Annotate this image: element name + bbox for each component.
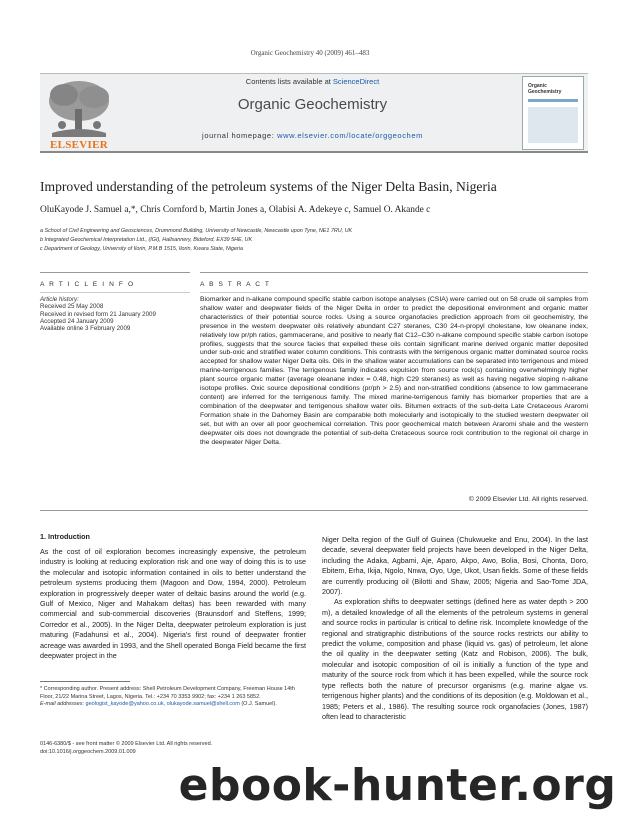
contents-prefix: Contents lists available at: [245, 77, 333, 86]
author-list: OluKayode J. Samuel a,*, Chris Cornford b, Martin Jones a, Olabisi A. Adekeye c, Samuel O. Akande c: [40, 205, 431, 215]
abstract-copyright: © 2009 Elsevier Ltd. All rights reserved.: [468, 496, 588, 503]
intro-paragraph-1: As the cost of oil exploration becomes increasingly expensive, the petroleum industry is looking at reducing exploration risk and one way of doing this is to use the molecular and isotopic information contained in oils to better understand the petroleum systems producing them (Magoon and Dow, 1994, 2000). Petroleum exploration in progressively deeper water of deltaic basins around the world (e.g. Gulf of Mexico, Niger and Mahakam deltas) has been rewarded with many commercial and sub-commercial discoveries (Braunsdorf and Steffens, 1999; Corredor et al., 2005). In the Niger Delta, deepwater petroleum exploration is just maturing (Fadahunsi et al., 2004). Nigeria's first round of deepwater frontier acreage was awarded in 1993, and the Shell operated Bonga Field became the first deepwater project in the: [40, 547, 306, 661]
abstract-heading: A B S T R A C T: [200, 281, 271, 288]
homepage-link[interactable]: www.elsevier.com/locate/orggeochem: [277, 131, 423, 140]
cover-title: [528, 83, 561, 95]
cover-title-line2: Geochemistry: [528, 89, 562, 95]
history-received: Received 25 May 2008: [40, 303, 104, 311]
elsevier-tree-logo: [42, 75, 116, 147]
email-label: E-mail addresses:: [40, 701, 86, 708]
journal-title: Organic Geochemistry: [237, 96, 388, 113]
watermark-text: ebook-hunter.org: [178, 760, 617, 811]
history-revised: Received in revised form 21 January 2009: [40, 310, 156, 318]
issn-doi-block: [40, 741, 306, 756]
introduction-heading: 1. Introduction: [40, 532, 90, 541]
email-line: [40, 701, 306, 709]
cover-image-block: [528, 107, 578, 143]
introduction-right-column: [322, 535, 588, 722]
email-links[interactable]: geologist_kayode@yahoo.co.uk, olukayode.samuel@shell.com: [85, 701, 240, 708]
contents-line: [120, 77, 505, 86]
intro-paragraph-1-cont: Niger Delta region of the Gulf of Guinea (Chukwueke and Enu, 2004). In the last decade, several deepwater field projects have been developed in the Niger Delta, including the Adaka, Agbami, Aje, Aparo, Akpo, Awo, Bolia, Bosi, Chonta, Doro, Ebitem, Erha, Ikija, Ngolo, Nnwa, Oyo, Uge, Ukot, Usan fields. Some of these fields are currently producing oil (Bilotti and Shaw, 2005; Nigeria and Sao-Tome JDA, 2007).: [322, 535, 588, 597]
doi-line[interactable]: doi:10.1016/j.orggeochem.2009.01.009: [40, 748, 136, 755]
divider: [200, 272, 588, 273]
journal-reference: Organic Geochemistry 40 (2009) 461–483: [250, 49, 370, 57]
cover-stripe: [528, 99, 578, 102]
history-online: Available online 3 February 2009: [40, 325, 131, 333]
footnote-divider: [40, 681, 130, 682]
article-title: Improved understanding of the petroleum systems of the Niger Delta Basin, Nigeria: [40, 179, 497, 194]
cover-title-line1: Organic: [528, 83, 547, 89]
sciencedirect-link[interactable]: ScienceDirect: [332, 77, 380, 86]
affiliation-c: c Department of Geology, University of Ilorin, P.M.B 1515, Ilorin, Kwara State, Nigeria: [40, 246, 243, 252]
email-suffix: (O.J. Samuel).: [239, 701, 277, 708]
journal-cover-thumbnail: [522, 76, 584, 150]
homepage-prefix: journal homepage:: [202, 131, 278, 140]
affiliation-b: b Integrated Geochemical Interpretation Ltd., (IGI), Hallsannery, Bideford, EX39 5HE, UK: [40, 237, 253, 243]
history-label: Article history:: [40, 296, 79, 303]
corresponding-author-footnote: [40, 686, 306, 709]
article-info-heading: A R T I C L E I N F O: [40, 281, 135, 288]
divider: [40, 510, 588, 511]
introduction-left-column: [40, 547, 306, 661]
divider: [40, 272, 190, 273]
publisher-name: ELSEVIER: [49, 139, 109, 151]
journal-homepage: [120, 131, 505, 140]
intro-paragraph-2: As exploration shifts to deepwater settings (defined here as water depth > 200 m), a detailed knowledge of all the elements of the petroleum systems in general and source rocks in particular is critical to define risk. Incomplete knowledge of the regional and stratigraphic distributions of the source rocks restricts our ability to predict the volume, composition and phase (liquid vs. gas) of petroleum, let alone the oil quality in the deepwater setting (Katz and Robison, 2006). The bulk, molecular and isotopic composition of oil is initially a function of the type and maturity of the source rock from which it has been expelled, while the source rock type reflects both the nature of precursor organisms (e.g. marine algae vs. terrigenous higher plants) and the conditions of its deposition (e.g. Moldowan et al., 1985; Peters et al., 1986). The resulting source rock organofacies (Jones, 1987) often lead to characteristic: [322, 597, 588, 721]
article-history: [40, 296, 190, 332]
abstract-text: Biomarker and n-alkane compound specific stable carbon isotope analyses (CSIA) were carried out on 58 crude oil samples from shallow water and deepwater fields of the Niger Delta in order to predict the depositional environment and organic matter characteristics of their potential source rocks. Using a source organofacies prediction approach from oil geochemistry, the presence in the western deepwater oils relatively abundant C27 steranes, C30 24-n-propyl cholestane, low oleanane index, relatively low pr/ph ratios, gammacerane, and positive to nearly flat C12–C30 n-alkane compound specific stable carbon isotope profiles, suggests that the source facies that expelled these oils contain significant marine derived organic matter deposited under sub-oxic and stratified water column conditions. This contrasts with the terrigenous organic matter dominated source rocks accepted for shallow water Niger Delta oils. Oils in the shallow water accumulations can be separated into terrigenous and mixed marine-terrigenous families. The terrigenous family indicates expulsion from source rock(s) containing overwhelmingly higher plant source organic matter (average oleanane index = 0.48, high C29 steranes) as well as having negative sloping n-alkane isotope profiles. Oxic source depositional conditions (pr/ph > 2.5) and non-stratified conditions (absence to low gammacerane content) are inferred for the terrigenous family. The mixed marine-terrigenous family has biomarker properties that are a combination of the deepwater and terrigenous shallow water oils. Bitumen extracts of the sub-delta Late Cretaceous Araromi Formation shale in the Dahomey Basin are comparable both molecularly and isotopically to the studied western deepwater oil set, but with an over all poor geochemical correlation. This poor geochemical match between Araromi shale and the western deepwater oils does not downgrade the potential of sub-delta Cretaceous source rock contribution to the regional oil charge in the deepwater Niger Delta.: [200, 296, 588, 446]
history-accepted: Accepted 24 January 2009: [40, 317, 114, 325]
issn-line: 0146-6380/$ - see front matter © 2009 Elsevier Ltd. All rights reserved.: [40, 741, 213, 747]
divider: [200, 292, 588, 293]
divider: [40, 292, 190, 293]
affiliation-a: a School of Civil Engineering and Geosciences, Drummond Building, University of Newcastle, Newcastle upon Tyne, NE1 7RU, UK: [40, 228, 353, 234]
corresponding-author-note: * Corresponding author. Present address: Shell Petroleum Development Company, Freeman House 14th Floor, 21/22 Marina Street, Lagos, Nigeria. Tel.: +234 70 3353 9902; fax: +234 1 263 5852.: [40, 686, 295, 700]
